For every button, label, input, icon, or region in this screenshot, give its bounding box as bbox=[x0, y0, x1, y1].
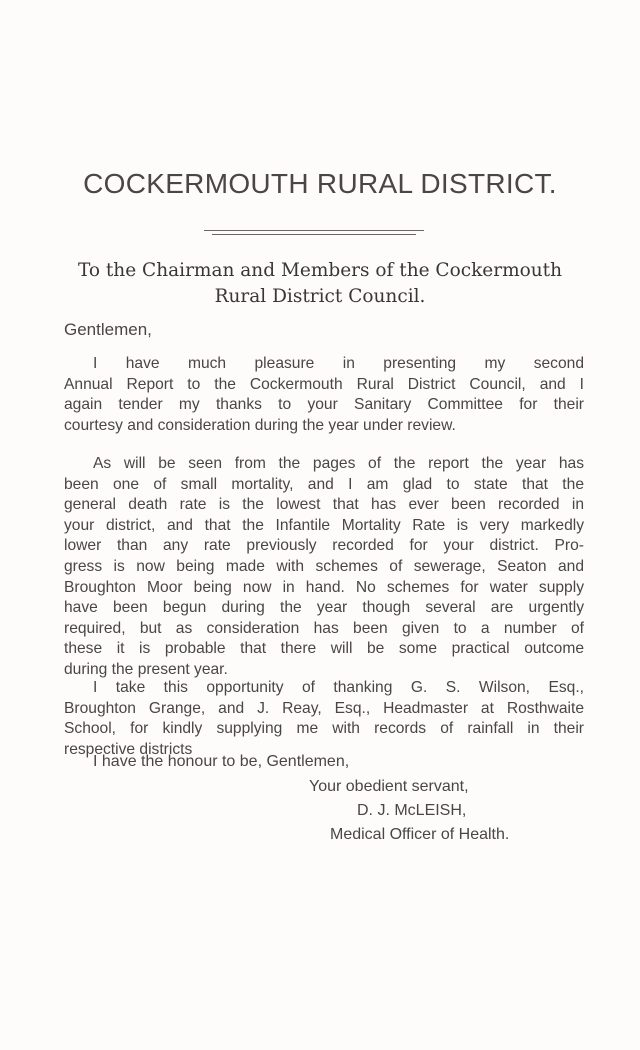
salutation: Gentlemen, bbox=[64, 320, 152, 339]
paragraph-line: I take this opportunity of thanking G. S. Wilson, Esq., bbox=[93, 679, 584, 696]
paragraph-line: your district, and that the Infantile Mortality Rate is very markedly bbox=[64, 516, 584, 534]
paragraph-line: Annual Report to the Cockermouth Rural District Council, and I bbox=[64, 375, 584, 393]
paragraph-acknowledgement bbox=[64, 678, 584, 760]
paragraph-line: Broughton Grange, and J. Reay, Esq., Headmaster at Rosthwaite bbox=[64, 699, 584, 717]
paragraph-line: been one of small mortality, and I am glad to state that the bbox=[64, 475, 584, 493]
closing-honour-line: I have the honour to be, Gentlemen, bbox=[93, 753, 350, 770]
paragraph-line: gress is now being made with schemes of sewerage, Seaton and bbox=[64, 557, 584, 575]
paragraph-line: Broughton Moor being now in hand. No schemes for water supply bbox=[64, 578, 584, 596]
paragraph-line: School, for kindly supplying me with records of rainfall in their bbox=[64, 720, 584, 738]
closing-servant-line: Your obedient servant, bbox=[309, 778, 469, 795]
paragraph-line: again tender my thanks to your Sanitary Committee for their bbox=[64, 396, 584, 414]
addressee-block bbox=[40, 258, 600, 310]
paragraph-introduction bbox=[64, 354, 584, 436]
document-heading: COCKERMOUTH RURAL DISTRICT. bbox=[83, 168, 557, 199]
paragraph-line: respective districts bbox=[64, 740, 193, 758]
paragraph-line: during the present year. bbox=[64, 660, 228, 678]
signature-title: Medical Officer of Health. bbox=[330, 826, 510, 843]
heading-divider-top bbox=[204, 230, 424, 231]
addressee-line: Rural District Council. bbox=[214, 286, 426, 307]
paragraph-line: courtesy and consideration during the year under review. bbox=[64, 416, 456, 434]
addressee-line: To the Chairman and Members of the Cockermouth bbox=[77, 260, 563, 281]
paragraph-line: general death rate is the lowest that has ever been recorded in bbox=[64, 496, 584, 514]
paragraph-line: I have much pleasure in presenting my second bbox=[93, 355, 584, 372]
paragraph-line: As will be seen from the pages of the report the year has bbox=[93, 455, 584, 472]
paragraph-line: have been begun during the year though several are urgently bbox=[64, 599, 584, 617]
paragraph-line: these it is probable that there will be some practical outcome bbox=[64, 640, 584, 658]
paragraph-mortality bbox=[64, 454, 584, 681]
paragraph-line: required, but as consideration has been given to a number of bbox=[64, 619, 584, 637]
heading-divider-bottom bbox=[212, 234, 416, 235]
paragraph-line: lower than any rate previously recorded for your district. Pro- bbox=[64, 537, 584, 555]
signature-name: D. J. McLEISH, bbox=[357, 802, 467, 819]
